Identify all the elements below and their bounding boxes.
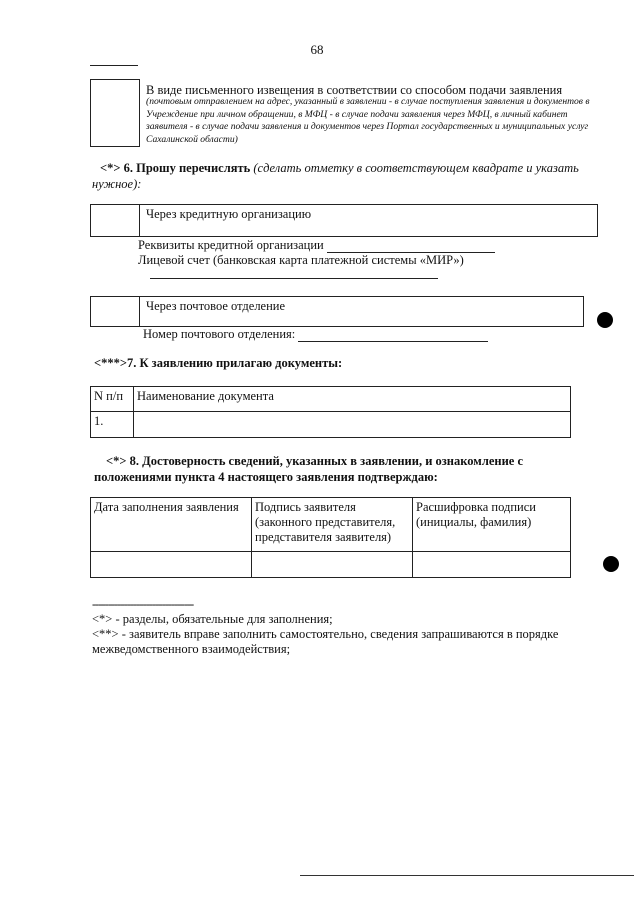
section-7-heading: [94, 355, 342, 371]
row-num-cell: 1.: [91, 412, 134, 438]
footnote-2: <**> - заявитель вправе заполнить самостоятельно, сведения запрашиваются в порядке межведомственного взаимодействия;: [92, 627, 559, 656]
col-num-header: N п/п: [91, 387, 134, 412]
signature-cell[interactable]: [252, 552, 413, 578]
footnote-separator: --------------------------------: [92, 597, 194, 611]
confirmation-table: [90, 497, 571, 578]
post-number-label: Номер почтового отделения:: [143, 327, 296, 341]
bottom-rule: [300, 875, 634, 876]
post-option-row[interactable]: [90, 296, 584, 327]
table-row: [91, 412, 571, 438]
post-number-field[interactable]: [298, 327, 488, 342]
account-label: Лицевой счет (банковская карта платежной системы «МИР»): [138, 253, 464, 267]
document-name-cell[interactable]: [134, 412, 571, 438]
section-8-title: <*> 8. Достоверность сведений, указанных в заявлении, и ознакомление с положениями пункта 4 настоящего заявления подтверждаю:: [94, 454, 524, 484]
date-cell[interactable]: [91, 552, 252, 578]
page-number: 68: [310, 42, 324, 57]
col-decode-header: Расшифровка подписи (инициалы, фамилия): [413, 498, 571, 552]
section-8-heading: [94, 453, 564, 485]
post-option-label: Через почтовое отделение: [146, 299, 286, 313]
col-name-header: Наименование документа: [134, 387, 571, 412]
punch-hole-mark: [603, 556, 619, 572]
top-rule: [90, 65, 138, 66]
section-6-marker: <*>: [100, 161, 121, 175]
table-row: [91, 498, 571, 552]
bank-details-line: [138, 238, 495, 253]
col-date-header: Дата заполнения заявления: [91, 498, 252, 552]
section-6-title: 6. Прошу перечислять: [123, 161, 251, 175]
col-sign-header: Подпись заявителя (законного представителя, представителя заявителя): [252, 498, 413, 552]
notice-option-note: (почтовым отправлением на адрес, указанный в заявлении - в случае поступления заявления и документов в Учреждение при личном обращении, в МФЦ - в случае подачи заявления через МФЦ, в личный кабинет заявителя - в случае подачи заявления и документов через Портал государственных и муниципальных услуг Сахалинской области): [146, 96, 590, 145]
post-number-line: [143, 327, 488, 342]
bank-option-row[interactable]: [90, 204, 598, 237]
decode-cell[interactable]: [413, 552, 571, 578]
bank-option-checkbox[interactable]: [91, 205, 140, 236]
documents-table: [90, 386, 571, 438]
punch-hole-mark: [597, 312, 613, 328]
bank-details-label: Реквизиты кредитной организации: [138, 238, 324, 252]
post-option-checkbox[interactable]: [91, 297, 140, 326]
table-row: [91, 552, 571, 578]
bank-option-label: Через кредитную организацию: [146, 207, 312, 221]
footnote-1: <*> - разделы, обязательные для заполнения;: [92, 612, 333, 626]
section-7-title: <***>7. К заявлению прилагаю документы:: [94, 356, 343, 370]
bank-details-field[interactable]: [327, 238, 495, 253]
table-row: [91, 387, 571, 412]
account-field[interactable]: [150, 278, 438, 279]
notice-checkbox[interactable]: [90, 79, 140, 147]
notice-option-title: В виде письменного извещения в соответствии со способом подачи заявления: [146, 83, 563, 97]
section-6-hint: (сделать отметку в соответствующем квадрате и указать нужное):: [92, 161, 579, 191]
section-6-heading: [92, 160, 597, 192]
